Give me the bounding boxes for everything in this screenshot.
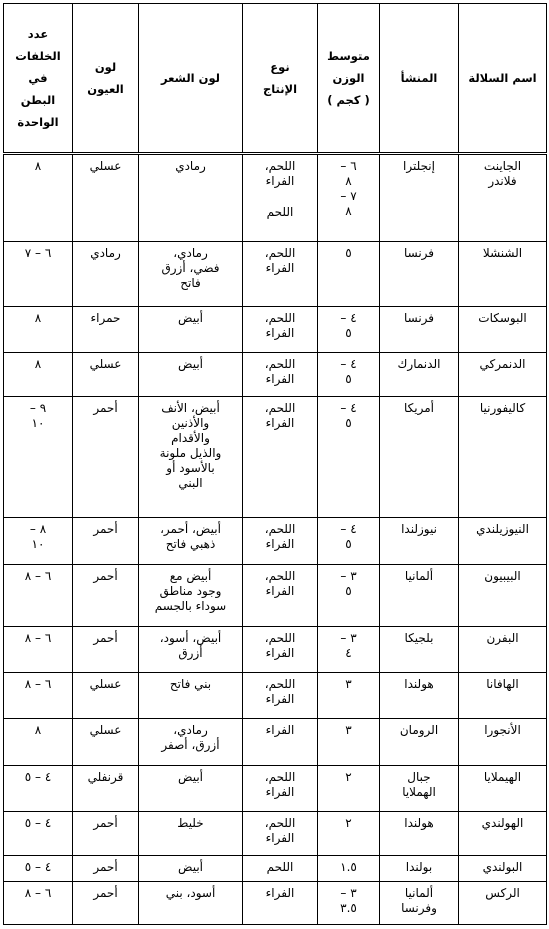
litter-size-line: ٨: [34, 310, 42, 325]
hair-color-line: فاتح: [180, 276, 201, 291]
breed-name-cell: [459, 396, 547, 517]
avg-weight-line: ٢: [345, 770, 352, 785]
header-hair-color-line: لون الشعر: [161, 71, 220, 85]
eye-color-cell: [73, 564, 139, 626]
rabbit-breeds-table: [3, 3, 547, 925]
production-type-cell: [243, 352, 318, 396]
hair-color-line: رمادي،: [173, 723, 208, 738]
origin-cell: [380, 626, 459, 672]
litter-size-cell: [4, 672, 73, 718]
origin-cell: [380, 672, 459, 718]
eye-color-cell: [73, 518, 139, 564]
eye-color-cell: [73, 242, 139, 306]
hair-color-cell: [139, 396, 243, 517]
production-type-line: الفراء: [265, 885, 295, 900]
hair-color-cell: [139, 352, 243, 396]
table-row: [4, 881, 547, 924]
table-row: [4, 306, 547, 352]
origin-cell: [380, 719, 459, 766]
litter-size-line: ٨ –: [29, 522, 47, 537]
breed-name-cell: [459, 672, 547, 718]
litter-size-line: ١٠: [31, 415, 45, 430]
avg-weight-cell: [318, 766, 380, 811]
production-type-line: اللحم،: [264, 770, 296, 785]
table-header: [4, 4, 547, 154]
production-type-line: الفراء: [265, 723, 295, 738]
litter-size-line: ٦ – ٨: [24, 885, 52, 900]
litter-size-line: ٩ –: [29, 400, 47, 415]
header-weight-line: ( كجم ): [327, 93, 370, 107]
litter-size-cell: [4, 564, 73, 626]
breed-name-line: البولندي: [482, 859, 523, 874]
eye-color-line: أحمر: [93, 885, 118, 900]
header-purpose-line: نوع: [270, 60, 290, 74]
production-type-line: اللحم،: [264, 310, 296, 325]
table-row: [4, 518, 547, 564]
header-weight: [318, 4, 380, 154]
table-row: [4, 242, 547, 306]
breed-name-line: النيوزيلندي: [476, 522, 529, 537]
hair-color-line: أزرق: [178, 645, 203, 660]
litter-size-cell: [4, 811, 73, 855]
avg-weight-cell: [318, 719, 380, 766]
production-type-line: الفراء: [265, 691, 295, 706]
hair-color-line: ذهبي فاتح: [165, 537, 216, 552]
eye-color-cell: [73, 881, 139, 924]
production-type-cell: [243, 672, 318, 718]
litter-size-cell: [4, 881, 73, 924]
avg-weight-line: ٣ –: [340, 885, 357, 900]
hair-color-cell: [139, 811, 243, 855]
avg-weight-line: ٤ –: [340, 356, 357, 371]
hair-color-line: البني: [178, 475, 203, 490]
litter-size-cell: [4, 855, 73, 881]
production-type-cell: [243, 855, 318, 881]
litter-size-cell: [4, 154, 73, 242]
breed-name-cell: [459, 766, 547, 811]
avg-weight-line: ٣: [345, 723, 352, 738]
hair-color-line: أبيض: [178, 356, 203, 371]
hair-color-cell: [139, 518, 243, 564]
production-type-line: الفراء: [265, 415, 295, 430]
litter-size-cell: [4, 352, 73, 396]
origin-line: هولندا: [404, 815, 434, 830]
avg-weight-line: ٤ –: [340, 400, 357, 415]
avg-weight-cell: [318, 855, 380, 881]
breed-name-line: الدنمركي: [479, 356, 526, 371]
header-litter-size: [4, 4, 73, 154]
header-eye-color: [73, 4, 139, 154]
origin-line: جبال: [407, 770, 431, 785]
litter-size-line: ٤ – ٥: [24, 859, 52, 874]
hair-color-cell: [139, 766, 243, 811]
avg-weight-line: ٤ –: [340, 522, 357, 537]
avg-weight-line: ٤ –: [340, 310, 357, 325]
header-breed-line: اسم السلالة: [468, 71, 537, 85]
breed-name-line: الشنشلا: [482, 246, 523, 261]
litter-size-line: ٤ – ٥: [24, 770, 52, 785]
header-litter-size-line: الخلفات: [15, 49, 61, 63]
production-type-cell: [243, 306, 318, 352]
header-weight-line: الوزن: [332, 71, 365, 85]
breed-name-cell: [459, 154, 547, 242]
hair-color-cell: [139, 306, 243, 352]
avg-weight-cell: [318, 811, 380, 855]
origin-cell: [380, 518, 459, 564]
avg-weight-cell: [318, 306, 380, 352]
origin-cell: [380, 881, 459, 924]
litter-size-cell: [4, 306, 73, 352]
hair-color-cell: [139, 672, 243, 718]
avg-weight-cell: [318, 672, 380, 718]
table-row: [4, 672, 547, 718]
avg-weight-cell: [318, 154, 380, 242]
breed-name-cell: [459, 518, 547, 564]
hair-color-line: أبيض: [178, 310, 203, 325]
eye-color-cell: [73, 154, 139, 242]
litter-size-cell: [4, 719, 73, 766]
header-row: [4, 4, 547, 154]
litter-size-cell: [4, 766, 73, 811]
avg-weight-line: ٧ –: [340, 189, 357, 203]
origin-line: فرنسا: [403, 310, 435, 325]
hair-color-cell: [139, 242, 243, 306]
breed-name-cell: [459, 855, 547, 881]
litter-size-line: ٨: [34, 159, 42, 173]
litter-size-line: ٦ – ٨: [24, 676, 52, 691]
litter-size-cell: [4, 396, 73, 517]
production-type-line: الفراء: [265, 174, 295, 188]
production-type-cell: [243, 564, 318, 626]
litter-size-cell: [4, 626, 73, 672]
breed-name-cell: [459, 242, 547, 306]
header-origin: [380, 4, 459, 154]
eye-color-cell: [73, 306, 139, 352]
litter-size-line: ٨: [34, 356, 42, 371]
litter-size-line: ١٠: [31, 537, 45, 552]
table-row: [4, 719, 547, 766]
breed-name-cell: [459, 719, 547, 766]
production-type-line: اللحم،: [264, 159, 296, 173]
origin-cell: [380, 564, 459, 626]
production-type-line: الفراء: [265, 830, 295, 845]
production-type-line: اللحم،: [264, 522, 296, 537]
hair-color-line: سوداء بالجسم: [154, 598, 227, 613]
production-type-line: الفراء: [265, 583, 295, 598]
eye-color-line: عسلي: [89, 723, 122, 738]
avg-weight-cell: [318, 396, 380, 517]
production-type-cell: [243, 811, 318, 855]
avg-weight-line: ١.٥: [340, 859, 357, 874]
production-type-line: الفراء: [265, 645, 295, 660]
avg-weight-cell: [318, 626, 380, 672]
origin-line: نيوزلندا: [401, 522, 437, 537]
breed-name-cell: [459, 881, 547, 924]
table-row: [4, 626, 547, 672]
breed-name-cell: [459, 811, 547, 855]
origin-line: إنجلترا: [403, 159, 435, 173]
hair-color-cell: [139, 855, 243, 881]
eye-color-line: أحمر: [93, 859, 118, 874]
litter-size-line: ٦ – ٧: [24, 246, 52, 261]
origin-cell: [380, 154, 459, 242]
avg-weight-line: ٥: [345, 537, 352, 552]
eye-color-line: عسلي: [89, 159, 122, 173]
breed-name-line: كاليفورنيا: [479, 400, 526, 415]
production-type-line: اللحم: [266, 205, 294, 219]
hair-color-line: بني فاتح: [169, 676, 212, 691]
breed-name-line: الهولندي: [481, 815, 524, 830]
avg-weight-cell: [318, 881, 380, 924]
hair-color-line: والأذنين: [171, 415, 210, 430]
litter-size-line: ٨: [34, 723, 42, 738]
hair-color-cell: [139, 154, 243, 242]
origin-line: الهملايا: [402, 785, 436, 800]
breed-name-line: فلاندر: [488, 174, 517, 188]
origin-line: هولندا: [404, 676, 434, 691]
production-type-line: [246, 189, 314, 205]
avg-weight-line: ٥: [345, 415, 352, 430]
table-row: [4, 154, 547, 242]
hair-color-line: والأقدام: [171, 430, 210, 445]
origin-line: ألمانيا: [404, 885, 434, 900]
breed-name-line: الأنجورا: [484, 723, 521, 738]
hair-color-cell: [139, 626, 243, 672]
hair-color-line: أبيض: [178, 859, 203, 874]
hair-color-line: أبيض مع: [169, 568, 212, 583]
hair-color-line: أبيض: [178, 770, 203, 785]
avg-weight-cell: [318, 352, 380, 396]
hair-color-line: وجود مناطق: [159, 583, 222, 598]
production-type-line: اللحم: [266, 859, 294, 874]
avg-weight-cell: [318, 242, 380, 306]
production-type-cell: [243, 881, 318, 924]
breed-name-line: البوسكات: [478, 310, 527, 325]
header-breed: [459, 4, 547, 154]
table-row: [4, 396, 547, 517]
header-origin-line: المنشأ: [400, 71, 438, 85]
avg-weight-cell: [318, 564, 380, 626]
eye-color-line: أحمر: [93, 522, 118, 537]
eye-color-line: أحمر: [93, 400, 118, 415]
origin-line: وفرنسا: [401, 900, 437, 915]
header-purpose: [243, 4, 318, 154]
breed-name-line: الهافانا: [486, 676, 519, 691]
origin-cell: [380, 242, 459, 306]
eye-color-cell: [73, 672, 139, 718]
breed-name-line: البفرن: [486, 630, 519, 645]
hair-color-line: أبيض، الأنف: [161, 400, 220, 415]
breed-name-line: البيبيون: [484, 568, 521, 583]
avg-weight-line: ٥: [345, 325, 352, 340]
production-type-line: اللحم،: [264, 630, 296, 645]
hair-color-line: أسود، بني: [165, 885, 216, 900]
eye-color-line: حمراء: [90, 310, 121, 325]
table-row: [4, 352, 547, 396]
breed-name-cell: [459, 564, 547, 626]
origin-line: بولندا: [405, 859, 433, 874]
table-body: [4, 154, 547, 925]
hair-color-line: رمادي: [175, 159, 206, 173]
litter-size-line: ٦ – ٨: [24, 568, 52, 583]
avg-weight-line: ٣.٥: [340, 900, 357, 915]
eye-color-line: أحمر: [93, 630, 118, 645]
avg-weight-cell: [318, 518, 380, 564]
eye-color-line: أحمر: [93, 568, 118, 583]
production-type-cell: [243, 242, 318, 306]
eye-color-line: عسلي: [89, 676, 122, 691]
production-type-cell: [243, 154, 318, 242]
origin-cell: [380, 306, 459, 352]
eye-color-cell: [73, 766, 139, 811]
production-type-line: اللحم،: [264, 246, 296, 261]
production-type-line: الفراء: [265, 325, 295, 340]
origin-line: الرومان: [399, 723, 439, 738]
table-row: [4, 811, 547, 855]
hair-color-line: رمادي،: [173, 246, 208, 261]
hair-color-cell: [139, 719, 243, 766]
hair-color-cell: [139, 881, 243, 924]
avg-weight-line: ٤: [345, 645, 352, 660]
production-type-line: الفراء: [265, 261, 295, 276]
litter-size-line: ٤ – ٥: [24, 815, 52, 830]
breed-name-line: الركس: [485, 885, 520, 900]
hair-color-line: بالأسود أو: [166, 460, 215, 475]
eye-color-cell: [73, 855, 139, 881]
hair-color-line: والذيل ملونة: [159, 445, 222, 460]
origin-line: ألمانيا: [404, 568, 434, 583]
production-type-line: اللحم،: [264, 568, 296, 583]
production-type-line: الفراء: [265, 537, 295, 552]
hair-color-cell: [139, 564, 243, 626]
production-type-cell: [243, 626, 318, 672]
eye-color-line: قرنفلي: [87, 770, 124, 785]
production-type-line: اللحم،: [264, 400, 296, 415]
production-type-cell: [243, 719, 318, 766]
production-type-cell: [243, 518, 318, 564]
avg-weight-line: ٥: [345, 371, 352, 386]
avg-weight-line: ٥: [345, 246, 352, 261]
production-type-line: اللحم،: [264, 815, 296, 830]
litter-size-line: ٦ – ٨: [24, 630, 52, 645]
production-type-line: الفراء: [265, 785, 295, 800]
breed-name-cell: [459, 352, 547, 396]
header-weight-line: متوسط: [327, 49, 370, 63]
production-type-line: اللحم،: [264, 356, 296, 371]
breed-name-line: الجاينت: [483, 159, 522, 173]
header-litter-size-line: في: [28, 71, 48, 85]
production-type-cell: [243, 766, 318, 811]
hair-color-line: أزرق، أصفر: [161, 738, 220, 753]
production-type-cell: [243, 396, 318, 517]
origin-cell: [380, 811, 459, 855]
avg-weight-line: ٣ –: [340, 568, 357, 583]
hair-color-line: فضي، أزرق: [161, 261, 220, 276]
header-litter-size-line: الواحدة: [17, 115, 59, 129]
avg-weight-line: ٣: [345, 676, 352, 691]
header-eye-color-line: العيون: [87, 82, 124, 96]
avg-weight-line: ٦ –: [340, 159, 357, 173]
litter-size-cell: [4, 518, 73, 564]
hair-color-line: أبيض، أسود،: [159, 630, 222, 645]
header-hair-color: [139, 4, 243, 154]
origin-cell: [380, 855, 459, 881]
eye-color-cell: [73, 811, 139, 855]
origin-cell: [380, 352, 459, 396]
eye-color-cell: [73, 352, 139, 396]
origin-line: بلجيكا: [404, 630, 434, 645]
production-type-line: الفراء: [265, 371, 295, 386]
header-eye-color-line: لون: [94, 60, 117, 74]
hair-color-line: خليط: [177, 815, 204, 830]
hair-color-line: أبيض، أحمر،: [160, 522, 221, 537]
eye-color-cell: [73, 396, 139, 517]
header-purpose-line: الإنتاج: [262, 82, 298, 96]
origin-line: أمريكا: [403, 400, 434, 415]
origin-cell: [380, 396, 459, 517]
avg-weight-line: ٨: [345, 174, 352, 188]
avg-weight-line: ٣ –: [340, 630, 357, 645]
breed-name-cell: [459, 626, 547, 672]
header-litter-size-line: البطن: [20, 93, 56, 107]
avg-weight-line: ٢: [345, 815, 352, 830]
eye-color-cell: [73, 719, 139, 766]
breed-name-line: الهيملايا: [483, 770, 522, 785]
header-litter-size-line: عدد: [27, 27, 49, 41]
origin-cell: [380, 766, 459, 811]
eye-color-line: عسلي: [89, 356, 122, 371]
breed-name-cell: [459, 306, 547, 352]
production-type-line: اللحم،: [264, 676, 296, 691]
avg-weight-line: ٥: [345, 583, 352, 598]
litter-size-cell: [4, 242, 73, 306]
avg-weight-line: ٨: [345, 204, 352, 218]
eye-color-line: رمادي: [90, 246, 121, 261]
table-row: [4, 766, 547, 811]
table-row: [4, 564, 547, 626]
origin-line: فرنسا: [403, 246, 435, 261]
eye-color-line: أحمر: [93, 815, 118, 830]
table-row: [4, 855, 547, 881]
eye-color-cell: [73, 626, 139, 672]
origin-line: الدنمارك: [397, 356, 441, 371]
